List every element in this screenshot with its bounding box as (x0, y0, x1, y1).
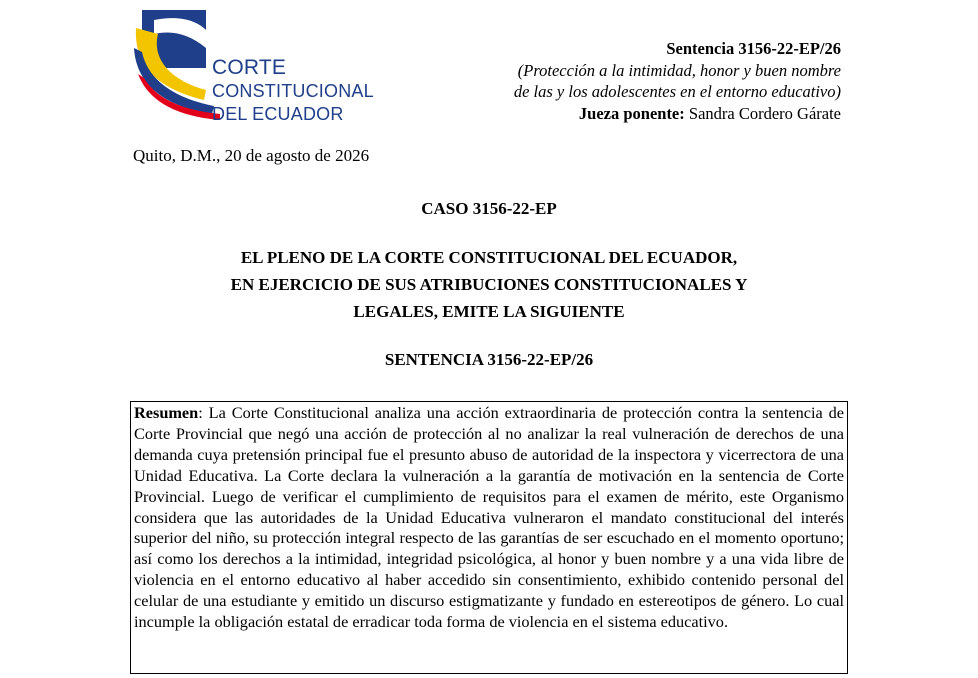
judge-label: Jueza ponente: (578, 103, 685, 123)
sentence-number: Sentencia 3156-22-EP/26 (666, 39, 841, 58)
court-logo-text (212, 56, 374, 126)
court-logo (134, 8, 224, 120)
sentence-header (421, 38, 841, 124)
logo-line-2: CONSTITUCIONAL (212, 81, 374, 101)
pleno-heading (0, 244, 978, 325)
subject-line-2: de las y los adolescentes en el entorno educativo) (513, 82, 841, 101)
summary-box (130, 401, 848, 674)
pleno-line-3: LEGALES, EMITE LA SIGUIENTE (353, 302, 625, 321)
summary-label: Resumen (134, 403, 199, 422)
case-title: CASO 3156-22-EP (421, 199, 557, 218)
sentence-title: SENTENCIA 3156-22-EP/26 (384, 350, 594, 369)
document-date: Quito, D.M., 20 de agosto de 2026 (133, 146, 370, 165)
summary-text: : La Corte Constitucional analiza una acción extraordinaria de protección contra la sentencia de Corte Provincial que negó una acción de protección al no analizar la real vulneración de derechos de una demanda cuya pretensión principal fue el presunto abuso de autoridad de la inspectora y vicerrectora de una Unidad Educativa. La Corte declara la vulneración a la garantía de motivación en la sentencia de Corte Provincial. Luego de verificar el cumplimiento de requisitos para el examen de mérito, este Organismo considera que las autoridades de la Unidad Educativa vulneraron el mandato constitucional del interés superior del niño, su protección integral respecto de las garantías de ser escuchado en el momento oportuno; así como los derechos a la intimidad, integridad psicológica, al honor y buen nombre y a una vida libre de violencia en el entorno educativo al haber accedido sin consentimiento, exhibido contenido personal del celular de una estudiante y emitido un discurso estigmatizante y fundado en estereotipos de género. Lo cual incumple la obligación estatal de erradicar toda forma de violencia en el sistema educativo. (134, 403, 844, 632)
judge-name: Sandra Cordero Gárate (688, 103, 841, 123)
pleno-line-2: EN EJERCICIO DE SUS ATRIBUCIONES CONSTITUCIONALES Y (230, 275, 748, 294)
pleno-line-1: EL PLENO DE LA CORTE CONSTITUCIONAL DEL ECUADOR, (240, 248, 738, 267)
subject-line-1: (Protección a la intimidad, honor y buen nombre (517, 60, 841, 80)
logo-line-3: DEL ECUADOR (212, 104, 344, 124)
logo-line-1: CORTE (212, 56, 287, 79)
judge-line (421, 103, 841, 125)
